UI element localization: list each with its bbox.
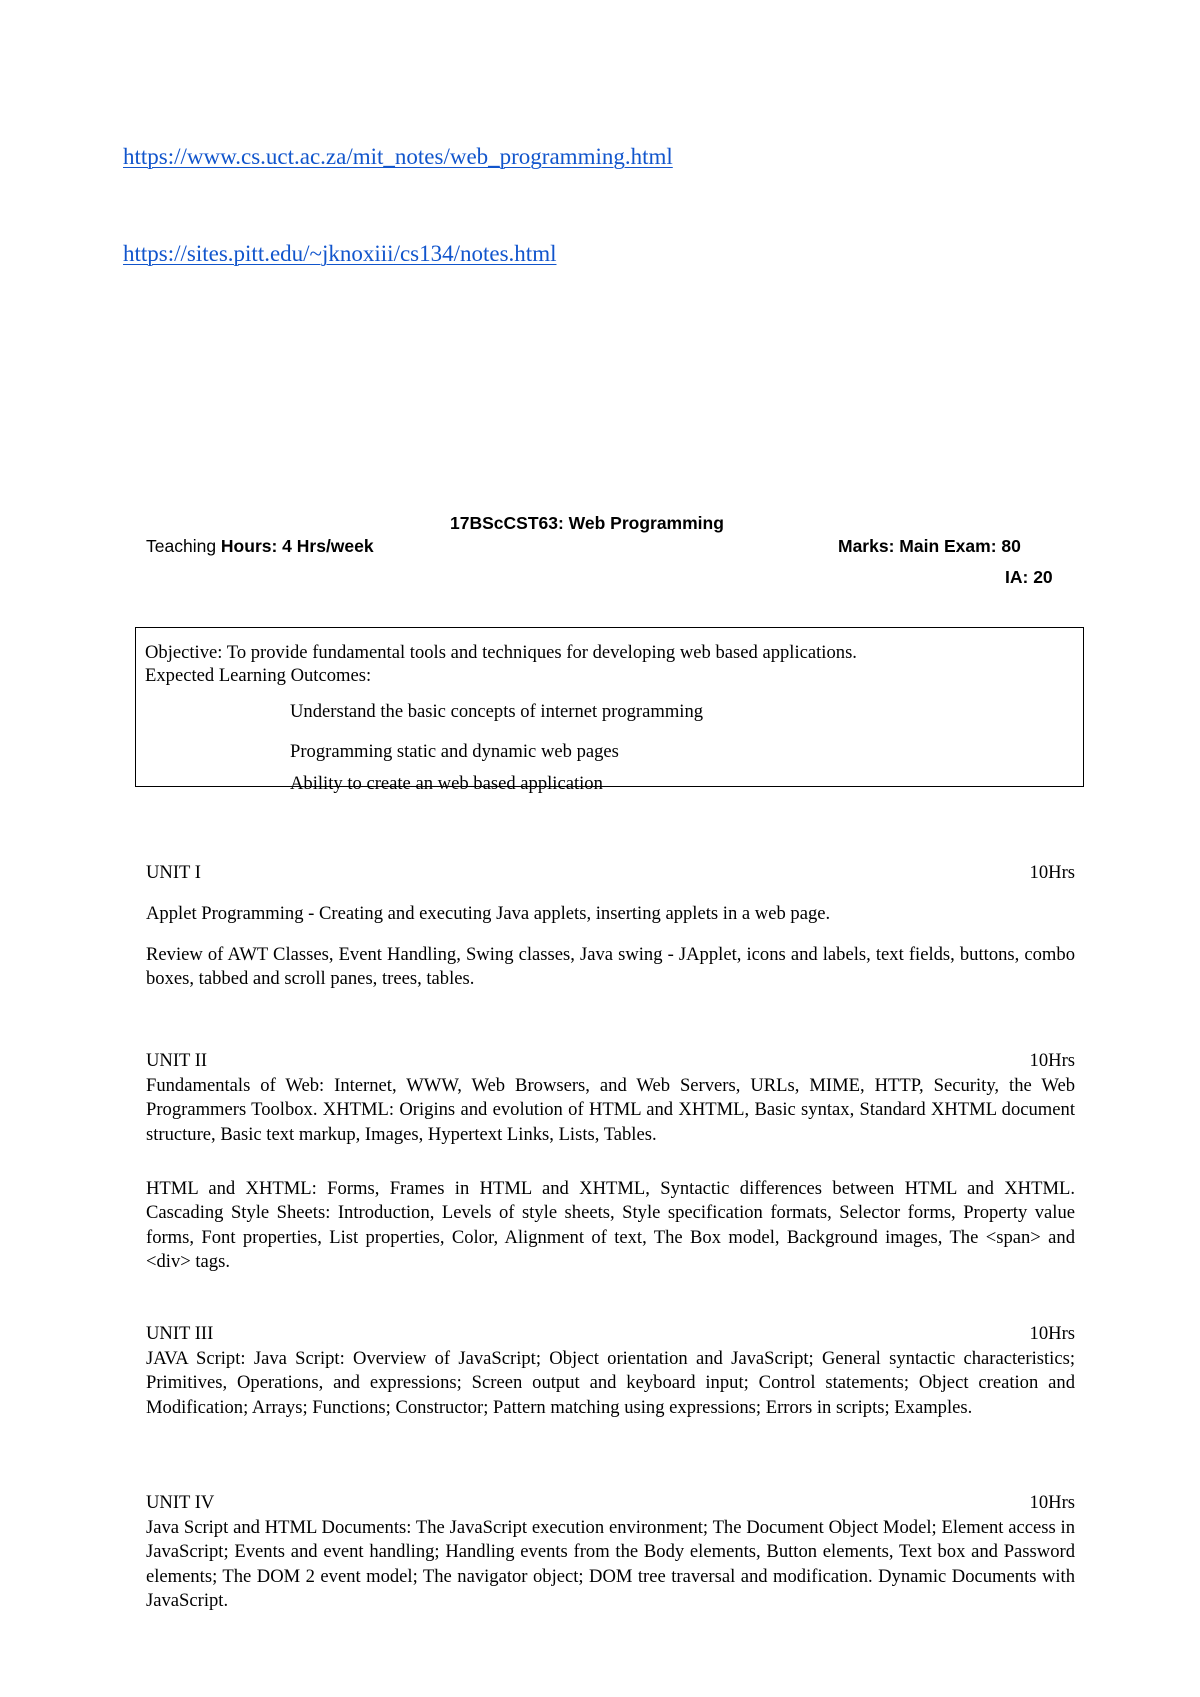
marks-main-exam: Marks: Main Exam: 80 <box>838 536 1021 556</box>
marks-cut-off-line <box>1005 567 1065 587</box>
outcome-item: Programming static and dynamic web pages <box>290 741 619 762</box>
unit-heading <box>146 861 1075 885</box>
outcome-item: Ability to create an web based application <box>290 773 603 794</box>
unit-paragraph: Review of AWT Classes, Event Handling, Swing classes, Java swing - JApplet, icons and labels, text fields, buttons, combo boxes, tabbed and scroll panes, trees, tables. <box>146 944 1075 989</box>
unit-title: UNIT IV <box>146 1492 215 1513</box>
unit-paragraph: Java Script and HTML Documents: The JavaScript execution environment; The Document Object Model; Element access in JavaScript; Events and event handling; Handling events from the Body elements, Button elements, Text box and Password elements; The DOM 2 event model; The navigator object; DOM tree traversal and modification. Dynamic Documents with JavaScript. <box>146 1517 1075 1611</box>
unit-paragraph: HTML and XHTML: Forms, Frames in HTML and XHTML, Syntactic differences between HTML and XHTML. Cascading Style Sheets: Introduction, Levels of style sheets, Style specification formats, Selector forms, Property value forms, Font properties, List properties, Color, Alignment of text, The Box model, Background images, The <span> and <div> tags. <box>146 1178 1075 1272</box>
unit-hours: 10Hrs <box>1029 862 1075 883</box>
outcome-item: Understand the basic concepts of internet programming <box>290 701 704 722</box>
marks-ia: IA: 20 <box>1005 567 1053 587</box>
reference-link-uct[interactable]: https://www.cs.uct.ac.za/mit_notes/web_programming.html <box>123 144 673 169</box>
unit-heading <box>146 1491 1075 1515</box>
unit-heading <box>146 1322 1075 1346</box>
unit-title: UNIT I <box>146 862 201 883</box>
teaching-hours-prefix: Teaching <box>146 536 221 556</box>
unit-hours: 10Hrs <box>1029 1492 1075 1513</box>
outcomes-heading: Expected Learning Outcomes: <box>145 665 372 686</box>
unit-title: UNIT II <box>146 1050 208 1071</box>
teaching-hours <box>146 536 374 557</box>
unit-paragraph: Fundamentals of Web: Internet, WWW, Web Browsers, and Web Servers, URLs, MIME, HTTP, Security, the Web Programmers Toolbox. XHTML: Origins and evolution of HTML and XHTML, Basic syntax, Standard XHTML document structure, Basic text markup, Images, Hypertext Links, Lists, Tables. <box>146 1075 1075 1145</box>
course-title: 17BScCST63: Web Programming <box>450 513 724 533</box>
unit-paragraph: JAVA Script: Java Script: Overview of JavaScript; Object orientation and JavaScript; General syntactic characteristics; Primitives, Operations, and expressions; Screen output and keyboard input; Control statements; Object creation and Modification; Arrays; Functions; Constructor; Pattern matching using expressions; Errors in scripts; Examples. <box>146 1348 1075 1418</box>
reference-link-pitt[interactable]: https://sites.pitt.edu/~jknoxiii/cs134/notes.html <box>123 241 557 266</box>
teaching-hours-value: Hours: 4 Hrs/week <box>220 536 374 556</box>
unit-hours: 10Hrs <box>1029 1323 1075 1344</box>
unit-heading <box>146 1049 1075 1073</box>
objective-text: Objective: To provide fundamental tools and techniques for developing web based applications. <box>145 642 857 663</box>
unit-paragraph: Applet Programming - Creating and executing Java applets, inserting applets in a web page. <box>146 903 831 924</box>
unit-hours: 10Hrs <box>1029 1050 1075 1071</box>
unit-title: UNIT III <box>146 1323 214 1344</box>
